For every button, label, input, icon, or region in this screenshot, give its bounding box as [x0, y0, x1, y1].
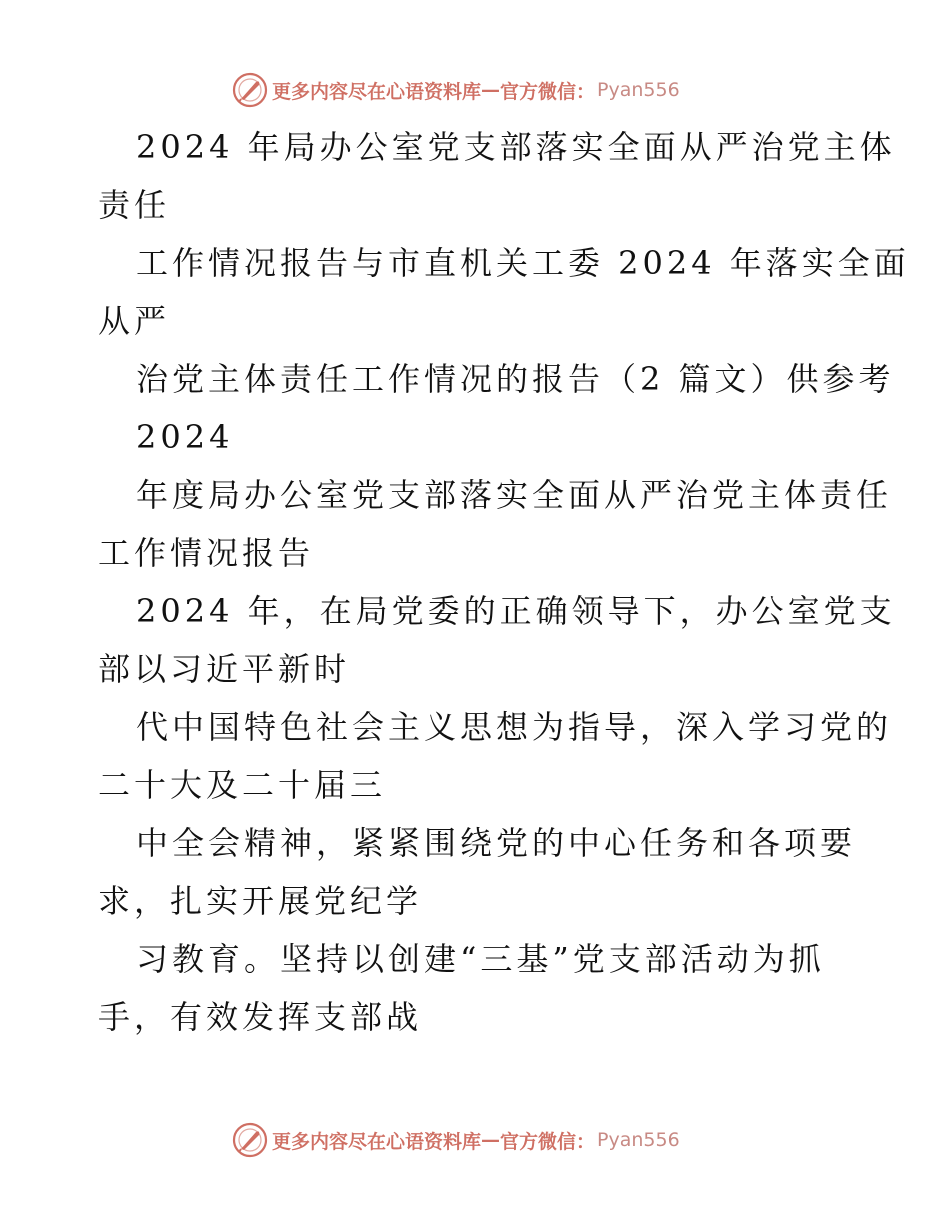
doc-paragraph-line-3: 代中国特色社会主义思想为指导，深入学习党的 [136, 708, 893, 746]
watermark-contact-label: 官方微信： [500, 80, 596, 103]
doc-heading-line-2: 年度局办公室党支部落实全面从严治党主体责任 [136, 476, 893, 514]
header-watermark [232, 70, 680, 110]
doc-title-line-1: 2024 年局办公室党支部落实全面从严治党主体 [136, 128, 896, 166]
doc-paragraph-line-1: 2024 年，在局党委的正确领导下，办公室党支 [136, 592, 896, 630]
watermark-site-text: 更多内容尽在心语资料库 [272, 1130, 482, 1153]
doc-paragraph-line-7: 习教育。坚持以创建“三基”党支部活动为抓 [136, 940, 825, 978]
watermark-site-text: 更多内容尽在心语资料库 [272, 80, 482, 103]
doc-heading-line-1: 2024 [136, 418, 234, 456]
doc-heading-line-3: 工作情况报告 [98, 534, 315, 572]
doc-paragraph-line-2: 部以习近平新时 [98, 650, 351, 688]
watermark-dash: — [481, 79, 501, 101]
doc-paragraph-line-6: 求，扎实开展党纪学 [98, 882, 423, 920]
footer-watermark [232, 1120, 680, 1160]
doc-paragraph-line-8: 手，有效发挥支部战 [98, 998, 423, 1036]
doc-title-line-3: 工作情况报告与市直机关工委 2024 年落实全面 [136, 244, 910, 282]
doc-title-line-5: 治党主体责任工作情况的报告（2 篇文）供参考 [136, 360, 895, 398]
quill-pen-logo-icon [232, 72, 268, 108]
watermark-contact-id: Pyan556 [597, 79, 680, 101]
doc-title-line-2: 责任 [98, 186, 171, 224]
watermark-dash: — [481, 1129, 501, 1151]
doc-paragraph-line-5: 中全会精神，紧紧围绕党的中心任务和各项要 [136, 824, 857, 862]
watermark-contact-id: Pyan556 [597, 1129, 680, 1151]
quill-pen-logo-icon [232, 1122, 268, 1158]
watermark-contact-label: 官方微信： [500, 1130, 596, 1153]
doc-paragraph-line-4: 二十大及二十届三 [98, 766, 387, 804]
doc-title-line-4: 从严 [98, 302, 171, 340]
